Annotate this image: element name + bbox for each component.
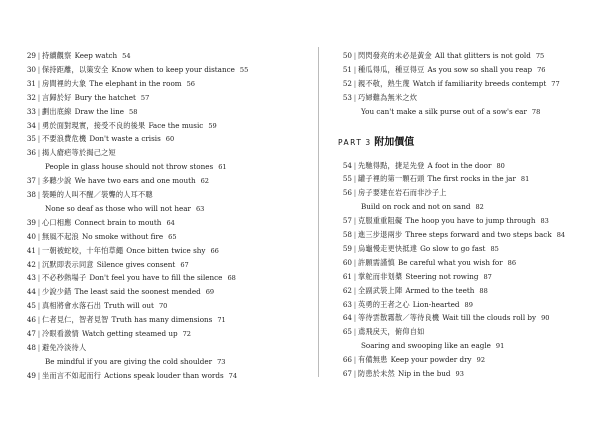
- entry-page-number: 71: [217, 316, 226, 325]
- entry-number: 56: [342, 188, 352, 198]
- entry-page-number: 66: [210, 246, 219, 255]
- entry-separator: |: [353, 327, 357, 337]
- entry-number: 55: [342, 174, 352, 184]
- entry-chinese-title: 勇於面對現實，接受不良的後果: [42, 120, 146, 130]
- entry-separator: |: [37, 329, 41, 338]
- entry-separator: |: [37, 273, 41, 283]
- entry-number: 58: [342, 230, 352, 239]
- entry-page-number: 90: [541, 314, 550, 323]
- entry-number: 63: [342, 299, 352, 309]
- entry-page-number: 80: [496, 161, 505, 170]
- entry-chinese-title: 坐而言不如起而行: [42, 370, 102, 380]
- entry-english-title: Three steps forward and two steps back: [405, 230, 552, 239]
- entry-separator: |: [37, 342, 41, 352]
- toc-entry: [338, 365, 464, 382]
- entry-chinese-title: 房子要建在岩石而非沙子上: [358, 188, 447, 198]
- entry-english-title: Silence gives consent: [96, 259, 176, 269]
- entry-number: 62: [342, 285, 352, 295]
- entry-english-title: No smoke without fire: [81, 231, 164, 241]
- entry-separator: |: [37, 78, 41, 88]
- entry-page-number: 72: [182, 330, 191, 338]
- entry-page-number: 75: [535, 52, 545, 60]
- toc-entry: [22, 367, 237, 384]
- entry-page-number: 74: [228, 371, 238, 380]
- entry-separator: |: [37, 148, 41, 158]
- entry-english-title: Keep watch: [74, 51, 118, 60]
- entry-number: 53: [342, 92, 352, 102]
- entry-english-title: The least said the soonest mended: [74, 287, 201, 297]
- entry-number: 64: [342, 313, 352, 323]
- entry-separator: |: [353, 285, 357, 295]
- entry-chinese-title: 進三步退兩步: [358, 230, 403, 239]
- entry-page-number: 85: [490, 244, 499, 253]
- part-title: 附加價值: [374, 136, 415, 148]
- entry-english-title: The hoop you have to jump through: [405, 216, 536, 226]
- entry-number: 57: [342, 216, 352, 226]
- entry-page-number: 59: [208, 121, 217, 130]
- entry-english-title: Be careful what you wish for: [397, 257, 503, 267]
- entry-number: 33: [26, 106, 36, 116]
- entry-chinese-title: 英勇的王者之心: [358, 299, 410, 309]
- entry-english-title: Armed to the teeth: [405, 285, 475, 295]
- entry-english-title: Truth has many dimensions: [111, 315, 213, 325]
- entry-number: 37: [26, 176, 36, 186]
- entry-english-title: The first rocks in the jar: [427, 174, 516, 184]
- entry-chinese-title: 先馳得點，捷足先登: [358, 160, 425, 170]
- column-divider: [318, 47, 319, 377]
- entry-chinese-title: 烏龜慢走更快抵達: [358, 243, 418, 253]
- entry-chinese-title: 閃閃發亮的未必是黃金: [358, 51, 432, 60]
- toc-entry-continuation: [338, 103, 540, 120]
- entry-page-number: 76: [537, 65, 546, 74]
- entry-separator: |: [37, 287, 41, 297]
- entry-separator: |: [37, 315, 41, 325]
- entry-page-number: 84: [556, 231, 566, 239]
- entry-english-title: Once bitten twice shy: [126, 245, 206, 255]
- entry-separator: |: [353, 216, 357, 226]
- entry-page-number: 78: [531, 107, 541, 116]
- entry-page-number: 62: [200, 177, 209, 186]
- entry-separator: |: [37, 176, 41, 186]
- entry-english-title: A foot in the door: [427, 160, 492, 170]
- entry-page-number: 60: [165, 135, 175, 144]
- entry-separator: |: [353, 92, 357, 102]
- entry-chinese-title: 心口相應: [42, 217, 72, 227]
- entry-number: 65: [342, 327, 352, 337]
- entry-english-title: Don't waste a crisis: [89, 134, 161, 144]
- entry-page-number: 54: [122, 52, 131, 60]
- entry-page-number: 57: [140, 93, 150, 102]
- entry-chinese-title: 不要浪費危機: [42, 134, 87, 144]
- entry-number: 36: [26, 148, 36, 158]
- entry-separator: |: [37, 51, 41, 60]
- entry-number: 48: [26, 342, 36, 352]
- entry-separator: |: [353, 188, 357, 198]
- entry-english-title: Wait till the clouds roll by: [442, 313, 537, 323]
- entry-page-number: 87: [483, 272, 492, 281]
- entry-english-title: Connect brain to mouth: [74, 217, 162, 227]
- entry-number: 50: [342, 51, 352, 60]
- entry-chinese-title: 持續觀察: [42, 51, 72, 60]
- entry-chinese-title: 房間裡的大象: [42, 78, 87, 88]
- entry-chinese-title: 少說少錯: [42, 287, 72, 297]
- entry-chinese-title: 無風不起浪: [42, 231, 79, 241]
- entry-english-title: Bury the hatchet: [74, 92, 136, 102]
- entry-chinese-title: 多聽少說: [42, 176, 72, 186]
- entry-english-title: None so deaf as those who will not hear: [45, 203, 191, 213]
- entry-english-title: Actions speak louder than words: [104, 370, 224, 380]
- entry-page-number: 68: [227, 274, 236, 283]
- entry-english-title: The elephant in the room: [89, 78, 182, 88]
- entry-number: 29: [26, 51, 36, 60]
- entry-english-title: Know when to keep your distance: [111, 64, 235, 74]
- entry-page-number: 61: [218, 163, 227, 172]
- entry-number: 47: [26, 329, 36, 338]
- entry-english-title: Face the music: [148, 120, 204, 130]
- entry-chinese-title: 巧婦難為無米之炊: [358, 92, 418, 102]
- entry-page-number: 88: [479, 286, 488, 295]
- entry-separator: |: [37, 259, 41, 269]
- entry-page-number: 64: [166, 218, 175, 227]
- entry-page-number: 58: [129, 107, 138, 116]
- entry-separator: |: [353, 174, 357, 184]
- entry-chinese-title: 沉默即表示同意: [42, 259, 94, 269]
- entry-chinese-title: 種瓜得瓜，種豆得豆: [358, 64, 425, 74]
- entry-number: 39: [26, 217, 36, 227]
- entry-english-title: Watch getting steamed up: [81, 329, 178, 338]
- entry-english-title: Keep your powder dry: [390, 355, 472, 365]
- entry-page-number: 86: [507, 258, 517, 267]
- entry-separator: |: [37, 370, 41, 380]
- entry-chinese-title: 掌舵而非划槳: [358, 271, 403, 281]
- entry-separator: |: [353, 299, 357, 309]
- entry-chinese-title: 一朝被蛇咬，十年怕草繩: [42, 245, 124, 255]
- part-label: PART: [338, 137, 363, 147]
- entry-separator: |: [353, 160, 357, 170]
- entry-number: 32: [26, 92, 36, 102]
- entry-english-title: Draw the line: [74, 106, 125, 116]
- entry-number: 61: [342, 271, 352, 281]
- entry-chinese-title: 等待雲散霧散／等待良機: [358, 313, 440, 323]
- entry-number: 60: [342, 257, 352, 267]
- entry-page-number: 65: [168, 232, 177, 241]
- entry-chinese-title: 許願需謹慎: [358, 257, 395, 267]
- entry-english-title: Don't feel you have to fill the silence: [89, 273, 223, 283]
- entry-english-title: As you sow so shall you reap: [427, 64, 533, 74]
- entry-page-number: 92: [476, 356, 486, 365]
- entry-chinese-title: 防患於未然: [358, 369, 395, 378]
- entry-number: 38: [26, 190, 36, 199]
- entry-number: 30: [26, 64, 36, 74]
- entry-separator: |: [37, 301, 41, 311]
- entry-chinese-title: 罐子裡的第一顆石頭: [358, 174, 425, 184]
- entry-english-title: All that glitters is not gold: [434, 51, 531, 60]
- entry-page-number: 83: [540, 217, 549, 226]
- entry-chinese-title: 全副武裝上陣: [358, 285, 403, 295]
- entry-separator: |: [353, 355, 357, 365]
- part-number: 3: [365, 137, 371, 147]
- entry-separator: |: [37, 64, 41, 74]
- entry-separator: |: [353, 51, 357, 60]
- entry-separator: |: [353, 369, 357, 378]
- entry-number: 44: [26, 287, 36, 297]
- entry-separator: |: [37, 106, 41, 116]
- entry-separator: |: [37, 190, 41, 199]
- entry-number: 40: [26, 231, 36, 241]
- entry-english-title: Soaring and swooping like an eagle: [361, 341, 491, 351]
- entry-separator: |: [353, 313, 357, 323]
- entry-page-number: 69: [205, 288, 215, 297]
- entry-number: 34: [26, 120, 36, 130]
- entry-separator: |: [37, 231, 41, 241]
- entry-chinese-title: 有備無患: [358, 355, 388, 365]
- entry-page-number: 77: [551, 79, 560, 88]
- entry-english-title: People in glass house should not throw stones: [45, 162, 214, 172]
- entry-chinese-title: 揭人瘡疤等於揭己之短: [42, 148, 116, 158]
- entry-separator: |: [353, 78, 357, 88]
- entry-separator: |: [37, 120, 41, 130]
- entry-separator: |: [37, 217, 41, 227]
- entry-separator: |: [37, 92, 41, 102]
- entry-separator: |: [37, 134, 41, 144]
- entry-separator: |: [353, 271, 357, 281]
- entry-english-title: Be mindful if you are giving the cold shoulder: [45, 356, 213, 366]
- entry-chinese-title: 冷眼看激情: [42, 329, 79, 338]
- entry-chinese-title: 鳶飛戾天，俯仰自如: [358, 327, 425, 337]
- entry-separator: |: [353, 230, 357, 239]
- entry-page-number: 55: [239, 65, 249, 74]
- entry-page-number: 67: [180, 260, 189, 269]
- entry-chinese-title: 裝睡的人叫不醒／裝聾的人耳不聰: [42, 190, 153, 199]
- entry-chinese-title: 保持距離，以策安全: [42, 64, 109, 74]
- entry-english-title: Watch if familiarity breeds contempt: [412, 78, 547, 88]
- entry-page-number: 63: [195, 204, 205, 213]
- entry-chinese-title: 劃出底線: [42, 106, 72, 116]
- entry-english-title: Steering not rowing: [405, 271, 479, 281]
- entry-number: 51: [342, 64, 352, 74]
- entry-english-title: Lion-hearted: [412, 299, 460, 309]
- entry-page-number: 70: [158, 302, 168, 311]
- entry-english-title: Nip in the bud: [397, 369, 451, 378]
- entry-number: 46: [26, 315, 36, 325]
- entry-chinese-title: 克服重重阻礙: [358, 216, 403, 226]
- entry-page-number: 91: [495, 342, 505, 351]
- entry-page-number: 81: [520, 175, 530, 184]
- entry-number: 67: [342, 369, 352, 378]
- entry-chinese-title: 真相將會水落石出: [42, 301, 102, 311]
- entry-number: 52: [342, 78, 352, 88]
- entry-chinese-title: 仁者見仁，智者見智: [42, 315, 109, 325]
- entry-chinese-title: 親不敬，熟生蔑: [358, 78, 410, 88]
- entry-page-number: 82: [475, 203, 484, 212]
- entry-number: 54: [342, 160, 352, 170]
- entry-english-title: Go slow to go fast: [420, 243, 486, 253]
- entry-english-title: You can't make a silk purse out of a sow's ear: [361, 106, 527, 116]
- entry-number: 42: [26, 259, 36, 269]
- entry-english-title: Truth will out: [104, 301, 154, 311]
- entry-number: 41: [26, 245, 36, 255]
- entry-chinese-title: 避免冷淡待人: [42, 342, 87, 352]
- entry-page-number: 93: [455, 370, 464, 378]
- entry-number: 43: [26, 273, 36, 283]
- entry-number: 45: [26, 301, 36, 311]
- entry-page-number: 89: [464, 300, 473, 309]
- entry-separator: |: [37, 245, 41, 255]
- entry-english-title: We have two ears and one mouth: [74, 176, 196, 186]
- entry-chinese-title: 不必秒熱場子: [42, 273, 87, 283]
- entry-separator: |: [353, 64, 357, 74]
- entry-page-number: 56: [186, 79, 195, 88]
- entry-number: 49: [26, 370, 36, 380]
- entry-chinese-title: 言歸於好: [42, 92, 72, 102]
- entry-number: 35: [26, 134, 36, 144]
- entry-separator: |: [353, 243, 357, 253]
- entry-page-number: 73: [217, 357, 226, 366]
- entry-number: 31: [26, 78, 36, 88]
- entry-number: 59: [342, 243, 352, 253]
- entry-english-title: Build on rock and not on sand: [361, 202, 471, 212]
- entry-separator: |: [353, 257, 357, 267]
- part-heading: [338, 130, 414, 150]
- entry-number: 66: [342, 355, 352, 365]
